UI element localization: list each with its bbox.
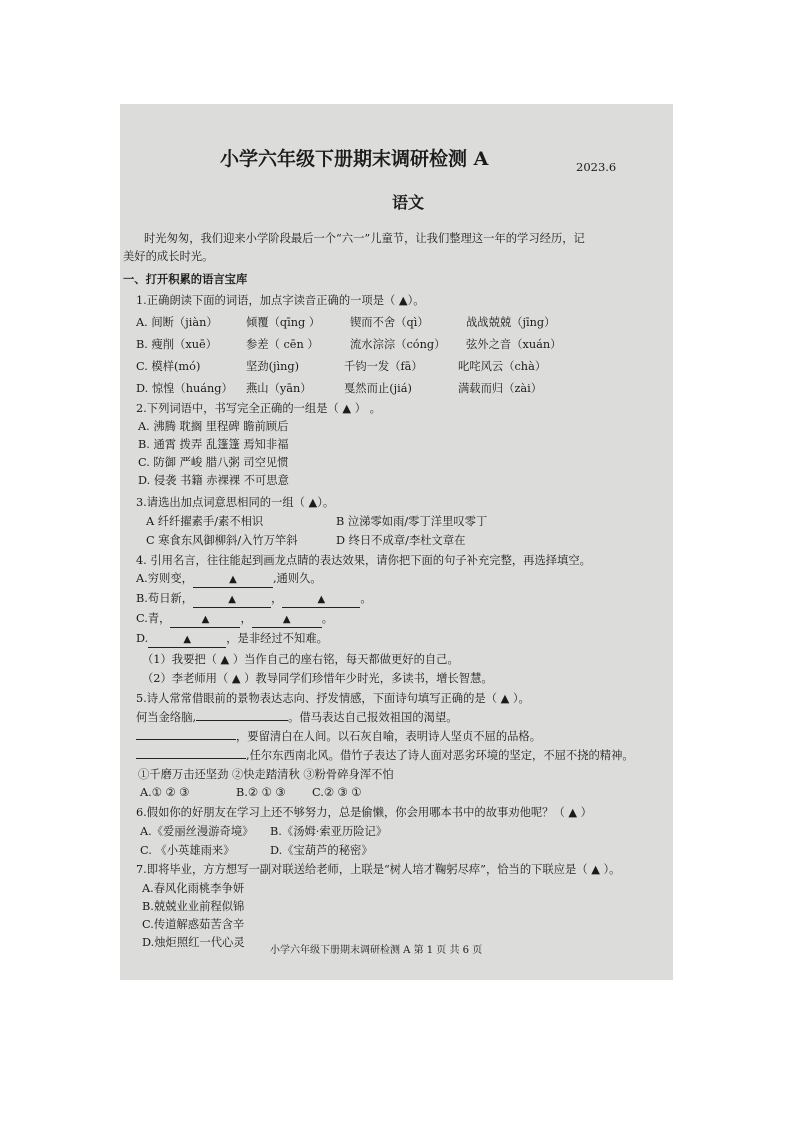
q4-d-suffix: ，是非经过不知难。 xyxy=(226,632,328,645)
q5-l1-blank[interactable] xyxy=(196,720,288,721)
q2-option-b: B. 通霄 拨弄 乱篷篷 焉知非福 xyxy=(138,438,289,451)
q1-option: 锲而不舍（qì） xyxy=(350,316,429,329)
q5-l1-suffix: 。借马表达自己报效祖国的渴望。 xyxy=(288,711,458,724)
q6-stem: 6.假如你的好朋友在学习上还不够努力，总是偷懒，你会用哪本书中的故事劝他呢？（ ▲ ） xyxy=(136,806,592,819)
q4-line-a xyxy=(136,572,322,588)
q5-l2-suffix: ，要留清白在人间。以石灰自喻，表明诗人坚贞不屈的品格。 xyxy=(236,730,542,743)
q1-option: A. 间断（jiàn） xyxy=(136,316,218,329)
q5-l3-suffix: ,任尔东西南北风。借竹子表达了诗人面对恶劣环境的坚定，不屈不挠的精神。 xyxy=(246,749,634,762)
q4-d-prefix: D. xyxy=(136,632,149,645)
q1-option: 燕山（yān） xyxy=(246,382,312,395)
intro-line-2: 美好的成长时光。 xyxy=(123,250,214,263)
q5-option-b: B.② ① ③ xyxy=(236,786,286,799)
q5-line-2 xyxy=(136,730,541,744)
q3-option: B 泣涕零如雨/零丁洋里叹零丁 xyxy=(336,515,488,528)
q5-l1-prefix: 何当金络脑, xyxy=(136,711,197,724)
subject-title: 语文 xyxy=(392,193,425,212)
q4-b-blank-2[interactable] xyxy=(282,592,360,608)
q4-c-suffix: 。 xyxy=(321,612,334,625)
q2-option-a: A. 沸腾 耽搁 里程碑 瞻前顾后 xyxy=(138,420,289,433)
q4-a-blank[interactable] xyxy=(193,572,273,588)
q4-line-c xyxy=(136,612,333,628)
q1-option: B. 瘦削（xuē） xyxy=(136,338,218,351)
q7-stem: 7.即将毕业，方方想写一副对联送给老师，上联是“树人培才鞠躬尽瘁”，恰当的下联应是（ ▲ ）。 xyxy=(136,863,621,876)
page-title: 小学六年级下册期末调研检测 A xyxy=(220,148,489,170)
q2-option-c: C. 防御 严峻 腊八粥 司空见惯 xyxy=(138,456,289,469)
q4-c-prefix: C.青， xyxy=(136,612,171,625)
q1-option: 叱咤风云（chà） xyxy=(458,360,547,373)
q1-option: 弦外之音（xuán） xyxy=(466,338,562,351)
triangle-marker-icon: ▲ xyxy=(228,594,236,605)
q4-a-prefix: A.穷则变， xyxy=(136,572,193,585)
q4-a-suffix: ,通则久。 xyxy=(272,572,322,585)
q1-option: C. 模样(mó) xyxy=(136,360,201,373)
q6-option: B.《汤姆·索亚历险记》 xyxy=(270,825,388,838)
q4-b-prefix: B.苟日新， xyxy=(136,592,194,605)
q1-stem: 1.正确朗读下面的词语，加点字读音正确的一项是（ ▲）。 xyxy=(136,294,425,307)
q1-option: 满载而归（zài） xyxy=(458,382,543,395)
q3-stem: 3.请选出加点词意思相同的一组（ ▲）。 xyxy=(136,496,335,509)
intro-line-1: 时光匆匆，我们迎来小学阶段最后一个“六一”儿童节，让我们整理这一年的学习经历，记 xyxy=(144,232,585,245)
q6-option: A.《爱丽丝漫游奇境》 xyxy=(140,825,254,838)
exam-paper xyxy=(120,104,673,980)
q4-line-b xyxy=(136,592,372,608)
q5-l2-blank[interactable] xyxy=(136,739,236,740)
exam-date: 2023.6 xyxy=(576,160,617,174)
q1-option: 参差（ cēn ） xyxy=(246,338,319,351)
q1-option: 千钧一发（fā） xyxy=(344,360,423,373)
triangle-marker-icon: ▲ xyxy=(229,574,237,585)
q6-option: D.《宝葫芦的秘密》 xyxy=(270,844,373,857)
q4-b-suffix: 。 xyxy=(360,592,372,605)
q1-option: 倾覆（qīng ） xyxy=(246,316,321,329)
q7-option-d: D.烛炬照红一代心灵 xyxy=(142,936,245,949)
section-heading: 一、打开积累的语言宝库 xyxy=(123,272,248,286)
q3-option: A 纤纤擢素手/素不相识 xyxy=(146,515,264,528)
q4-c-blank-1[interactable] xyxy=(170,612,240,628)
q4-b-blank-1[interactable] xyxy=(193,592,271,608)
q5-choices: ①千磨万击还坚劲 ②快走踏清秋 ③粉骨碎身浑不怕 xyxy=(138,768,394,781)
triangle-marker-icon: ▲ xyxy=(317,594,326,605)
q4-sub-1: （1）我要把（ ▲ ）当作自己的座右铭，每天都做更好的自己。 xyxy=(142,653,459,666)
q6-option: C. 《小英雄雨来》 xyxy=(140,844,235,857)
q4-stem: 4. 引用名言，往往能起到画龙点睛的表达效果，请你把下面的句子补充完整，再选择填空。 xyxy=(136,554,591,567)
q2-stem: 2.下列词语中，书写完全正确的一组是（ ▲ ） 。 xyxy=(136,402,381,415)
q1-option: 坚劲(jìng) xyxy=(246,360,300,373)
q4-b-mid: ， xyxy=(271,592,283,605)
q3-option: C 寒食东风御柳斜/入竹万竿斜 xyxy=(146,534,298,547)
triangle-marker-icon: ▲ xyxy=(183,634,192,645)
q1-option: D. 惊惶（huáng） xyxy=(136,382,233,395)
q7-option-c: C.传道解惑茹苦含辛 xyxy=(142,918,245,931)
q5-l3-blank[interactable] xyxy=(136,758,246,759)
q4-c-blank-2[interactable] xyxy=(252,612,322,628)
triangle-marker-icon: ▲ xyxy=(201,614,210,625)
q3-option: D 终日不成章/李杜文章在 xyxy=(336,534,466,547)
q1-option: 流水淙淙（cóng） xyxy=(350,338,446,351)
q7-option-a: A.春风化雨桃李争妍 xyxy=(142,882,245,895)
q4-c-mid: ， xyxy=(240,612,252,625)
q4-d-blank[interactable] xyxy=(148,632,226,648)
q1-option: 戛然而止(jiá) xyxy=(344,382,412,395)
q5-option-c: C.② ③ ① xyxy=(312,786,362,799)
q5-stem: 5.诗人常常借眼前的景物表达志向、抒发情感，下面诗句填写正确的是（ ▲ ）。 xyxy=(136,692,530,705)
q5-option-a: A.① ② ③ xyxy=(140,786,190,799)
q4-sub-2: （2）李老师用（ ▲ ）教导同学们珍惜年少时光，多读书，增长智慧。 xyxy=(142,672,493,685)
q4-line-d xyxy=(136,632,328,648)
triangle-marker-icon: ▲ xyxy=(282,614,291,625)
q5-line-1 xyxy=(136,711,458,725)
q1-option: 战战兢兢（jīng） xyxy=(466,316,556,329)
page-footer: 小学六年级下册期末调研检测 A 第 1 页 共 6 页 xyxy=(270,945,483,956)
q5-line-3 xyxy=(136,749,634,763)
q2-option-d: D. 侵袭 书籍 赤裸裸 不可思意 xyxy=(138,474,289,487)
q7-option-b: B.兢兢业业前程似锦 xyxy=(142,900,245,913)
